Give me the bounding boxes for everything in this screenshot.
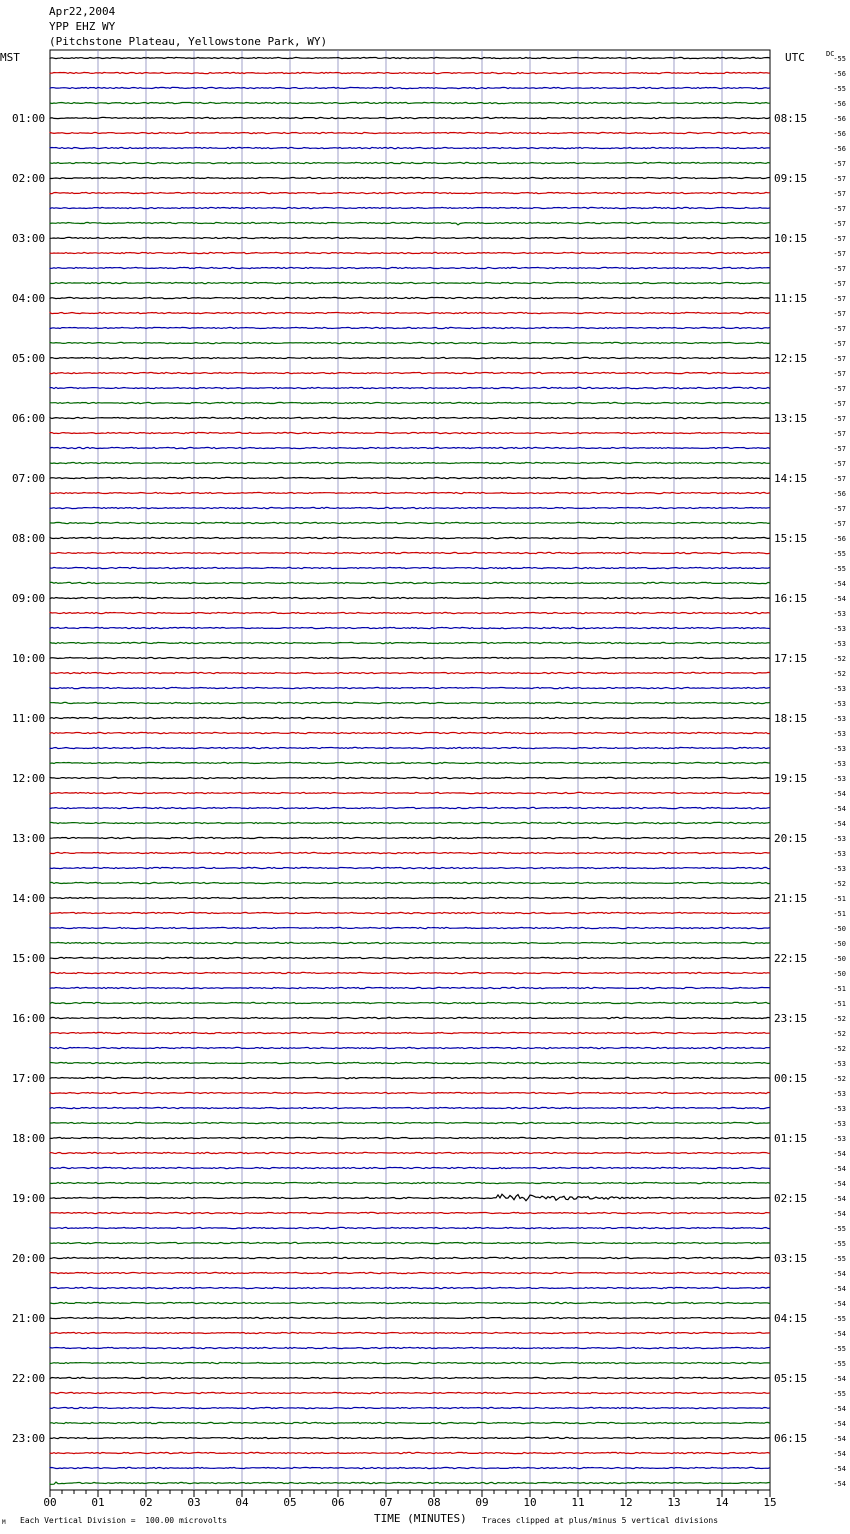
seismic-trace (50, 342, 770, 343)
dc-offset-label: -56 (833, 115, 846, 123)
seismic-trace (50, 1437, 770, 1438)
header-location: (Pitchstone Plateau, Yellowstone Park, WY) (49, 35, 328, 48)
seismic-trace (50, 552, 770, 553)
seismic-trace (50, 672, 770, 673)
dc-offset-label: -54 (833, 595, 846, 603)
seismic-trace (50, 507, 770, 508)
dc-offset-label: -57 (833, 310, 846, 318)
dc-offset-label: -51 (833, 1000, 846, 1008)
seismic-trace (50, 72, 770, 73)
utc-hour-label: 06:15 (774, 1432, 808, 1445)
seismic-trace (50, 1227, 770, 1228)
seismic-trace (50, 912, 770, 913)
seismic-trace (50, 387, 770, 388)
dc-offset-label: -52 (833, 1045, 846, 1053)
seismic-trace (50, 87, 770, 88)
x-tick-label: 11 (571, 1496, 585, 1509)
dc-offset-label: -55 (833, 1225, 846, 1233)
mst-hour-label: 03:00 (12, 232, 46, 245)
x-tick-label: 05 (283, 1496, 297, 1509)
x-tick-label: 14 (715, 1496, 729, 1509)
dc-offset-label: -50 (833, 970, 846, 978)
dc-offset-label: -57 (833, 385, 846, 393)
seismic-trace (50, 1017, 770, 1018)
seismic-trace (50, 432, 770, 433)
utc-hour-label: 13:15 (774, 412, 808, 425)
seismic-trace (50, 1242, 770, 1243)
mst-hour-label: 13:00 (12, 832, 46, 845)
dc-offset-label: -53 (833, 700, 846, 708)
seismic-trace (50, 597, 770, 598)
seismic-trace (50, 1362, 770, 1363)
dc-offset-label: -57 (833, 265, 846, 273)
dc-offset-label: -53 (833, 745, 846, 753)
utc-hour-label: 18:15 (774, 712, 808, 725)
dc-offset-label: -53 (833, 775, 846, 783)
left-timezone-label: MST (0, 51, 20, 64)
dc-offset-label: -57 (833, 445, 846, 453)
seismic-trace (50, 1107, 770, 1108)
seismic-trace (50, 477, 770, 478)
seismic-trace (50, 1407, 770, 1408)
x-tick-label: 07 (379, 1496, 393, 1509)
seismic-trace (50, 1467, 770, 1468)
dc-offset-label: -53 (833, 1120, 846, 1128)
dc-offset-label: -57 (833, 280, 846, 288)
dc-offset-label: -51 (833, 985, 846, 993)
seismic-trace (50, 1347, 770, 1348)
seismic-trace (50, 177, 770, 178)
seismic-trace (50, 222, 770, 225)
x-tick-label: 02 (139, 1496, 153, 1509)
seismic-trace (50, 1194, 770, 1201)
seismic-trace (50, 897, 770, 898)
dc-offset-label: -52 (833, 655, 846, 663)
seismic-trace (50, 717, 770, 718)
dc-offset-label: -55 (833, 550, 846, 558)
dc-offset-label: -55 (833, 1255, 846, 1263)
dc-offset-label: -57 (833, 160, 846, 168)
dc-offset-label: -53 (833, 760, 846, 768)
right-timezone-label: UTC (785, 51, 805, 64)
dc-offset-label: -51 (833, 895, 846, 903)
dc-offset-label: -52 (833, 1015, 846, 1023)
utc-hour-label: 14:15 (774, 472, 808, 485)
utc-hour-label: 09:15 (774, 172, 808, 185)
seismic-trace (50, 852, 770, 853)
x-tick-label: 03 (187, 1496, 201, 1509)
scale-note: Each Vertical Division = 100.00 microvolts (20, 1516, 228, 1525)
seismic-trace (50, 462, 770, 463)
dc-offset-label: -57 (833, 400, 846, 408)
seismic-trace (50, 252, 770, 253)
utc-hour-label: 08:15 (774, 112, 808, 125)
seismic-trace (50, 837, 770, 838)
dc-offset-label: -56 (833, 130, 846, 138)
dc-offset-label: -54 (833, 1420, 846, 1428)
seismic-trace (50, 702, 770, 703)
dc-offset-label: -57 (833, 340, 846, 348)
seismic-trace (50, 627, 770, 628)
dc-offset-label: -53 (833, 685, 846, 693)
dc-offset-label: -57 (833, 205, 846, 213)
dc-offset-label: -56 (833, 100, 846, 108)
dc-offset-label: -54 (833, 1270, 846, 1278)
utc-hour-label: 02:15 (774, 1192, 808, 1205)
seismic-trace (50, 492, 770, 493)
seismic-trace (50, 1287, 770, 1288)
seismic-trace (50, 612, 770, 613)
utc-hour-label: 12:15 (774, 352, 808, 365)
utc-hour-label: 16:15 (774, 592, 808, 605)
header-station: YPP EHZ WY (49, 20, 116, 33)
seismic-trace (50, 882, 770, 883)
seismic-trace (50, 1332, 770, 1333)
dc-offset-label: -53 (833, 1105, 846, 1113)
dc-offset-label: -55 (833, 1360, 846, 1368)
dc-offset-label: -57 (833, 250, 846, 258)
dc-offset-label: -54 (833, 1180, 846, 1188)
mst-hour-label: 14:00 (12, 892, 46, 905)
x-tick-label: 09 (475, 1496, 489, 1509)
x-tick-label: 00 (43, 1496, 57, 1509)
seismic-trace (50, 1032, 770, 1033)
seismic-trace (50, 1392, 770, 1393)
dc-offset-label: -50 (833, 925, 846, 933)
clip-note: Traces clipped at plus/minus 5 vertical divisions (482, 1516, 719, 1525)
utc-hour-label: 20:15 (774, 832, 808, 845)
dc-offset-label: -55 (833, 1345, 846, 1353)
dc-offset-label: -57 (833, 295, 846, 303)
dc-offset-label: -56 (833, 535, 846, 543)
dc-offset-label: -54 (833, 805, 846, 813)
dc-offset-label: -54 (833, 1165, 846, 1173)
x-axis-title: TIME (MINUTES) (374, 1512, 467, 1525)
mst-hour-label: 22:00 (12, 1372, 46, 1385)
seismic-trace (50, 1137, 770, 1138)
seismic-trace (50, 567, 770, 568)
dc-offset-label: -54 (833, 1450, 846, 1458)
dc-offset-label: -57 (833, 520, 846, 528)
seismic-trace (50, 417, 770, 418)
seismic-trace (50, 762, 770, 763)
dc-offset-label: -54 (833, 1195, 846, 1203)
dc-offset-label: -53 (833, 1135, 846, 1143)
seismic-trace (50, 237, 770, 238)
seismic-trace (50, 822, 770, 823)
seismic-trace (50, 1452, 770, 1453)
dc-offset-label: -57 (833, 505, 846, 513)
seismic-trace (50, 1257, 770, 1258)
dc-offset-label: -56 (833, 145, 846, 153)
seismic-trace (50, 1062, 770, 1063)
dc-offset-label: -57 (833, 460, 846, 468)
seismic-trace (50, 1047, 770, 1048)
seismic-trace (50, 402, 770, 403)
seismic-trace (50, 957, 770, 958)
seismic-trace (50, 357, 770, 358)
seismic-trace (50, 162, 770, 163)
dc-offset-label: -52 (833, 670, 846, 678)
dc-offset-label: -50 (833, 955, 846, 963)
seismic-trace (50, 117, 770, 118)
dc-offset-label: -57 (833, 355, 846, 363)
seismic-trace (50, 1212, 770, 1213)
dc-offset-label: -53 (833, 640, 846, 648)
seismic-trace (50, 1077, 770, 1078)
dc-offset-label: -54 (833, 1480, 846, 1488)
seismic-trace (50, 1377, 770, 1378)
dc-offset-label: -55 (833, 85, 846, 93)
seismic-trace (50, 972, 770, 973)
mst-hour-label: 09:00 (12, 592, 46, 605)
mst-hour-label: 19:00 (12, 1192, 46, 1205)
dc-offset-label: -54 (833, 1375, 846, 1383)
header-date: Apr22,2004 (49, 5, 116, 18)
seismic-trace (50, 372, 770, 373)
mst-hour-label: 05:00 (12, 352, 46, 365)
dc-offset-label: -57 (833, 220, 846, 228)
seismic-trace (50, 657, 770, 658)
dc-offset-label: -53 (833, 730, 846, 738)
mst-hour-label: 18:00 (12, 1132, 46, 1145)
x-tick-label: 15 (763, 1496, 777, 1509)
utc-hour-label: 15:15 (774, 532, 808, 545)
dc-offset-label: -55 (833, 55, 846, 63)
mst-hour-label: 12:00 (12, 772, 46, 785)
utc-hour-label: 21:15 (774, 892, 808, 905)
seismic-trace (50, 942, 770, 943)
seismic-trace (50, 987, 770, 988)
mst-hour-label: 17:00 (12, 1072, 46, 1085)
x-tick-label: 13 (667, 1496, 681, 1509)
dc-offset-label: -54 (833, 790, 846, 798)
mst-hour-label: 10:00 (12, 652, 46, 665)
dc-offset-label: -53 (833, 625, 846, 633)
seismic-trace (50, 807, 770, 808)
mst-hour-label: 08:00 (12, 532, 46, 545)
seismic-trace (50, 642, 770, 643)
utc-hour-label: 19:15 (774, 772, 808, 785)
dc-offset-label: -52 (833, 1030, 846, 1038)
seismic-trace (50, 57, 770, 58)
dc-offset-label: -57 (833, 175, 846, 183)
seismic-trace (50, 327, 770, 328)
mst-hour-label: 23:00 (12, 1432, 46, 1445)
mst-hour-label: 16:00 (12, 1012, 46, 1025)
mst-hour-label: 07:00 (12, 472, 46, 485)
seismic-trace (50, 1482, 770, 1484)
dc-offset-label: -56 (833, 490, 846, 498)
dc-offset-label: -55 (833, 565, 846, 573)
dc-offset-label: -54 (833, 820, 846, 828)
seismic-trace (50, 732, 770, 733)
seismic-trace (50, 267, 770, 268)
dc-offset-label: -54 (833, 580, 846, 588)
seismic-trace (50, 1317, 770, 1318)
utc-hour-label: 04:15 (774, 1312, 808, 1325)
mst-hour-label: 04:00 (12, 292, 46, 305)
utc-hour-label: 03:15 (774, 1252, 808, 1265)
seismic-trace (50, 297, 770, 298)
seismic-trace (50, 447, 770, 448)
utc-hour-label: 00:15 (774, 1072, 808, 1085)
seismic-trace (50, 1182, 770, 1183)
corner-mark: M (2, 1519, 6, 1526)
seismic-trace (50, 777, 770, 778)
mst-hour-label: 02:00 (12, 172, 46, 185)
dc-offset-label: -54 (833, 1330, 846, 1338)
dc-offset-label: -57 (833, 190, 846, 198)
dc-offset-label: -54 (833, 1435, 846, 1443)
seismic-trace (50, 1152, 770, 1153)
mst-hour-label: 15:00 (12, 952, 46, 965)
dc-offset-label: -53 (833, 850, 846, 858)
dc-offset-label: -57 (833, 235, 846, 243)
seismic-trace (50, 792, 770, 793)
x-tick-label: 01 (91, 1496, 105, 1509)
seismic-trace (50, 1092, 770, 1093)
seismic-trace (50, 1122, 770, 1123)
dc-offset-label: -54 (833, 1405, 846, 1413)
dc-offset-label: -53 (833, 835, 846, 843)
mst-hour-label: 11:00 (12, 712, 46, 725)
seismic-trace (50, 1302, 770, 1303)
seismic-trace (50, 522, 770, 523)
dc-offset-label: -53 (833, 1090, 846, 1098)
dc-offset-label: -54 (833, 1300, 846, 1308)
x-tick-label: 10 (523, 1496, 537, 1509)
seismic-trace (50, 1422, 770, 1423)
seismic-trace (50, 867, 770, 868)
utc-hour-label: 22:15 (774, 952, 808, 965)
dc-offset-label: -55 (833, 1390, 846, 1398)
dc-offset-label: -57 (833, 325, 846, 333)
x-tick-label: 06 (331, 1496, 345, 1509)
mst-hour-label: 21:00 (12, 1312, 46, 1325)
seismic-trace (50, 747, 770, 748)
plot-frame (50, 50, 770, 1490)
dc-offset-label: -57 (833, 475, 846, 483)
utc-hour-label: 23:15 (774, 1012, 808, 1025)
utc-hour-label: 17:15 (774, 652, 808, 665)
dc-offset-label: -56 (833, 70, 846, 78)
dc-offset-label: -53 (833, 865, 846, 873)
dc-offset-label: -55 (833, 1240, 846, 1248)
seismic-trace (50, 207, 770, 208)
dc-offset-label: -54 (833, 1285, 846, 1293)
seismic-trace (50, 1002, 770, 1003)
utc-hour-label: 01:15 (774, 1132, 808, 1145)
dc-offset-label: -52 (833, 1075, 846, 1083)
seismic-trace (50, 102, 770, 103)
dc-offset-label: -57 (833, 415, 846, 423)
seismic-trace (50, 537, 770, 538)
seismic-trace (50, 1167, 770, 1168)
utc-hour-label: 05:15 (774, 1372, 808, 1385)
dc-offset-label: -53 (833, 1060, 846, 1068)
dc-offset-label: -53 (833, 715, 846, 723)
x-tick-label: 12 (619, 1496, 633, 1509)
mst-hour-label: 06:00 (12, 412, 46, 425)
seismic-trace (50, 282, 770, 283)
dc-offset-label: -51 (833, 910, 846, 918)
dc-offset-label: -57 (833, 370, 846, 378)
dc-offset-label: -54 (833, 1465, 846, 1473)
seismic-trace (50, 192, 770, 193)
x-tick-label: 08 (427, 1496, 441, 1509)
x-tick-label: 04 (235, 1496, 249, 1509)
dc-offset-label: -54 (833, 1150, 846, 1158)
dc-offset-label: -54 (833, 1210, 846, 1218)
dc-offset-label: -53 (833, 610, 846, 618)
utc-hour-label: 10:15 (774, 232, 808, 245)
utc-hour-label: 11:15 (774, 292, 808, 305)
seismic-trace (50, 582, 770, 583)
seismic-trace (50, 132, 770, 133)
seismic-trace (50, 927, 770, 928)
dc-offset-label: -57 (833, 430, 846, 438)
mst-hour-label: 01:00 (12, 112, 46, 125)
dc-offset-label: -55 (833, 1315, 846, 1323)
dc-offset-label: -52 (833, 880, 846, 888)
mst-hour-label: 20:00 (12, 1252, 46, 1265)
seismic-trace (50, 1272, 770, 1273)
seismic-trace (50, 147, 770, 148)
seismic-trace (50, 687, 770, 688)
dc-offset-header: DC (826, 50, 835, 58)
seismic-trace (50, 312, 770, 313)
dc-offset-label: -50 (833, 940, 846, 948)
